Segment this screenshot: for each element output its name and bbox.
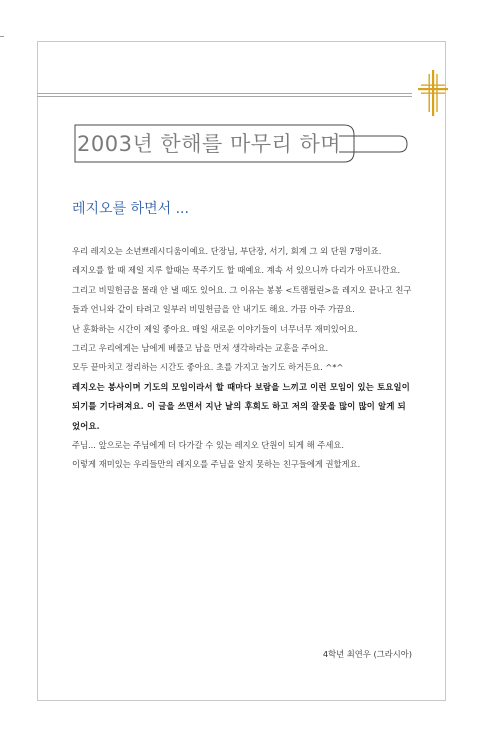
paragraph-4: 난 훈화하는 시간이 제일 좋아요. 매일 새로운 이야기들이 너무너무 재미있어요.	[72, 323, 358, 334]
paragraph-9: 이렇게 재미있는 우리들만의 레지오를 주님을 알지 못하는 친구들에게 권할게요.	[72, 459, 361, 470]
paragraph-3: 그리고 비밀헌금을 몰래 안 낼 때도 있어요. 그 이유는 봉봉 <트램펄린>을 레지오 끝나고 친구들과 언니와 같이 타려고 일부러 비밀헌금을 안 내기도 해요. 가끔 아주 가끔요.	[72, 284, 412, 315]
section-subtitle: 레지오를 하면서 ...	[72, 201, 189, 217]
paragraph-1: 우리 레지오는 소년쁘레시디움이예요. 단장님, 부단장, 서기, 회계 그 외 단원 7명이죠.	[72, 246, 382, 256]
paragraph-8: 주님... 앞으로는 주님에게 더 다가갈 수 있는 레지오 단원이 되게 해 주세요.	[72, 440, 344, 451]
header-rule-bottom	[37, 96, 412, 97]
page-title: 2003년 한해를 마무리 하며	[77, 132, 342, 156]
paragraph-2: 레지오를 할 때 제일 지루 할때는 묵주기도 할 때예요. 계속 서 있으니까 다리가 아프니깐요.	[72, 265, 401, 276]
paragraph-5: 그리고 우리에게는 남에게 베풀고 남을 먼저 생각하라는 교훈을 주어요.	[72, 343, 329, 354]
paragraph-7-emphasis: 레지오는 봉사이며 기도의 모임이라서 할 때마다 보람을 느끼고 이런 모임이 있는 토요일이 되기를 기다려져요. 이 글을 쓰면서 지난 날의 후회도 하고 저의 잘못을 많이 많이 알게 되었어요.	[72, 381, 410, 431]
corner-mark	[0, 36, 4, 37]
author-signature: 4학년 최연우 (그라시아)	[322, 649, 412, 659]
paragraph-6: 모두 끝마치고 정리하는 시간도 좋아요. 초를 가지고 놀기도 하거든요. ^*^	[72, 362, 344, 373]
essay-body	[72, 242, 414, 475]
header-rule-top	[37, 93, 412, 94]
cross-icon	[418, 70, 448, 116]
